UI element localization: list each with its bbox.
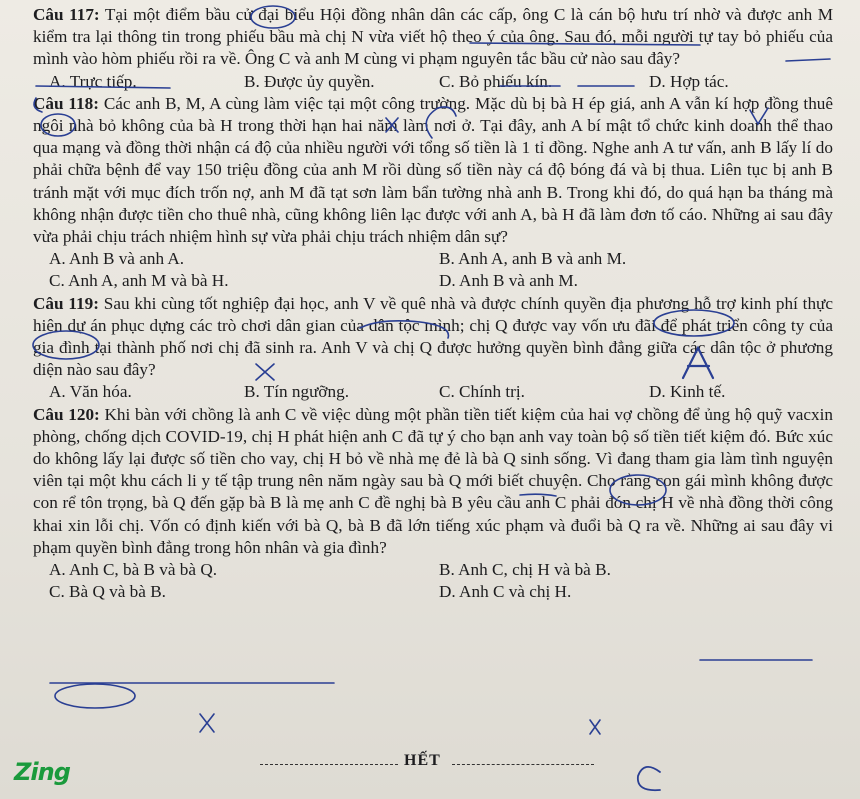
option-a: A. Văn hóa.: [49, 382, 132, 402]
option-d: D. Kinh tế.: [649, 382, 726, 402]
question-label: Câu 118:: [33, 93, 99, 113]
question-120: [33, 404, 833, 559]
option-a: A. Trực tiếp.: [49, 71, 137, 91]
end-label: HẾT: [404, 752, 441, 769]
circle-mark: [55, 684, 135, 708]
question-text: Khi bàn với chồng là anh C về việc dùng một phần tiền tiết kiệm của hai vợ chồng để ủng hộ quỹ vacxin phòng, chống dịch COVID-19, chị H phát hiện anh C đã tự ý cho bạn anh vay toàn bộ số tiền tiết kiệm đó. Bức xúc do không lấy lại được số tiền cho vay, chị H bỏ về nhà mẹ đẻ là bà Q sinh sống. Vì đang tham gia làm tình nguyện viên tại một khu cách li y tế tập trung nên năm ngày sau bà Q mới biết chuyện. Cho rằng con gái mình không được con rể tôn trọng, bà Q đến gặp bà B là mẹ anh C đề nghị bà B yêu cầu anh C phải đón chị H về nhà đồng thời công khai xin lỗi chị. Vốn có định kiến với bà Q, bà B đã lớn tiếng xúc phạm và đuổi bà Q ra về. Những ai sau đây vi phạm quyền bình đẳng trong hôn nhân và gia đình?: [33, 404, 833, 557]
option-d: D. Hợp tác.: [649, 71, 729, 91]
end-marker: [0, 752, 860, 776]
option-b: B. Anh A, anh B và anh M.: [439, 249, 627, 269]
answer-options-120: [33, 559, 833, 603]
dashed-rule-left: [260, 764, 398, 765]
option-b: B. Tín ngưỡng.: [244, 382, 349, 402]
option-d: D. Anh B và anh M.: [439, 271, 578, 291]
question-118: [33, 93, 833, 248]
option-a: A. Anh B và anh A.: [49, 249, 185, 269]
option-c: C. Bà Q và bà B.: [49, 582, 166, 602]
exam-content: [33, 4, 833, 603]
answer-options-119: [33, 381, 833, 403]
question-text: Tại một điểm bầu cử đại biểu Hội đồng nhân dân các cấp, ông C là cán bộ hưu trí nhờ và được anh M kiểm tra lại thông tin trong phiếu bầu mà chị N vừa viết hộ theo ý của ông. Sau đó, mỗi người tự tay bỏ phiếu của mình vào hòm phiếu rồi ra về. Ông C và anh M cùng vi phạm nguyên tắc bầu cử nào sau đây?: [33, 5, 833, 69]
question-117: [33, 4, 833, 71]
zing-logo: Zing: [14, 758, 70, 786]
option-b: B. Anh C, chị H và bà B.: [439, 560, 611, 580]
question-text: Sau khi cùng tốt nghiệp đại học, anh V về quê nhà và được chính quyền địa phương hỗ trợ kinh phí thực hiện dự án phục dựng các trò chơi dân gian của dân tộc mình; chị Q được vay vốn ưu đãi để phát triển công ty của gia đình tại thành phố nơi chị đã sinh ra. Anh V và chị Q được hưởng quyền bình đẳng giữa các dân tộc ở phương diện nào sau đây?: [33, 293, 833, 380]
answer-options-117: [33, 71, 833, 93]
option-a: A. Anh C, bà B và bà Q.: [49, 560, 218, 580]
option-c: C. Bỏ phiếu kín.: [439, 71, 553, 91]
answer-options-118: [33, 248, 833, 292]
option-c: C. Anh A, anh M và bà H.: [49, 271, 229, 291]
question-119: [33, 293, 833, 382]
option-d: D. Anh C và chị H.: [439, 582, 572, 602]
question-label: Câu 117:: [33, 5, 100, 24]
question-label: Câu 119:: [33, 293, 99, 313]
dashed-rule-right: [452, 764, 594, 765]
option-b: B. Được ủy quyền.: [244, 71, 375, 91]
question-label: Câu 120:: [33, 404, 100, 424]
cross-mark: [590, 720, 600, 734]
cross-mark: [200, 714, 214, 732]
question-text: Các anh B, M, A cùng làm việc tại một công trường. Mặc dù bị bà H ép giá, anh A vẫn kí hợp đồng thuê ngôi nhà bỏ không của bà H trong thời hạn hai năm làm nơi ở. Tại đây, anh A bí mật tổ chức kinh doanh thể thao qua mạng và đồng thời nhận cá độ của nhiều người với tổng số tiền là 1 tỉ đồng. Nghe anh A tư vấn, anh B lấy lí do phải chữa bệnh để vay 150 triệu đồng của anh M rồi dùng số tiền này cá độ bóng đá và bị thua. Liên tục bị anh B tránh mặt với mục đích trốn nợ, anh M đã tạt sơn làm bẩn tường nhà anh B. Trong khi đó, do quá hạn ba tháng mà không nhận được tiền cho thuê nhà, cũng không liên lạc được với anh A, bà H đã làm đơn tố cáo. Những ai sau đây vừa phải chịu trách nhiệm hình sự vừa phải chịu trách nhiệm dân sự?: [33, 93, 834, 247]
option-c: C. Chính trị.: [439, 382, 525, 402]
